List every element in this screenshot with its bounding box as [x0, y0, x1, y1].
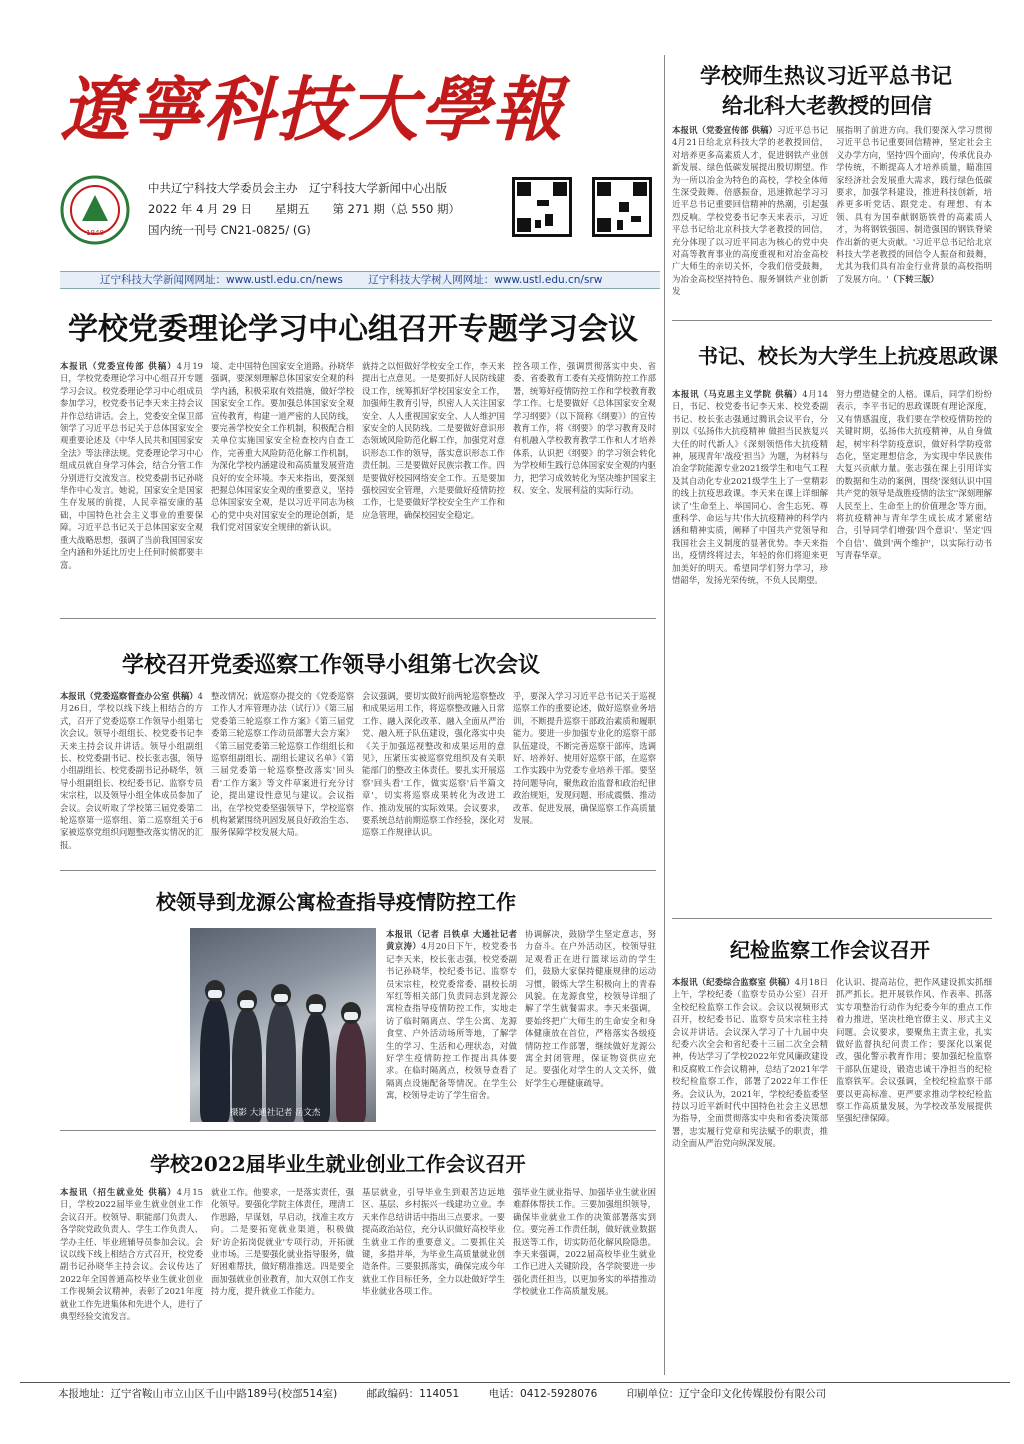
top-right-col-2: 展指明了前进方向。我们要深入学习贯彻习近平总书记重要回信精神，坚定社会主义办学方向，坚持'四个面向'，传承优良办学传统，不断提高人才培养质量，瞄准国家经济社会发展重大需求，践行绿色低碳要求，加强学科建设，推进科技创新，培养更多听党话、跟党走、有理想、有本领、具有为国奉献钢筋铁骨的高素质人才，为将钢铁强国、制造强国的钢铁脊梁作出新的更大贡献。'习近平总书记给北京科技大学老教授的回信令人振奋和鼓舞，尤其为我们具有冶金行业背景的高校指明了发展方向。' — [836, 125, 992, 284]
article-4-col: 4月15日，学校2022届毕业生就业创业工作会议召开。校领导、职能部门负责人、各学院党政负责人、学生工作负责人、学办主任、毕业班辅导员参加会议。会议以线下线上相结合方式召开，校党委副书记孙晓华主持会议。会议传达了2022年全国普通高校毕业生就业创业工作视频会议精神，表彰了2021年度就业工作先进集体和先进个人，进行了典型经验交流发言。 — [60, 1187, 203, 1322]
footer-address: 本报地址：辽宁省鞍山市立山区千山中路189号(校部514室) — [58, 1388, 338, 1400]
qr-code-news — [512, 177, 572, 237]
article-2-col: 整改情况；就巡察办提交的《党委巡察工作人才库管理办法（试行）》《第三届党委第三轮巡察工作方案》《第三届党委第三轮巡察工作动员部署大会方案》《第三届党委第三轮巡察工作组组长和巡察组副组长、副组长建议名单》《第三届党委第一轮巡察整改落实'回头看'工作方案》等文件草案进行充分讨论，提出建设性意见与建议。会议指出，在学校党委坚强领导下，学校巡察机构紧紧围绕巩固发展良好政治生态、服务保障学校发展大局。 — [211, 691, 354, 838]
article-3-col: 协调解决，鼓励学生坚定意志，努力奋斗。在户外活动区，校领导驻足观看正在进行篮球运动的学生们，鼓励大家保持健康规律的运动习惯，锻炼大学生积极向上的青春风貌。在龙源食堂，校领导详细了解了学生就餐需求。李天来强调，要始终把广大师生的生命安全和身体健康放在首位，严格落实各级疫情防控工作部署，继续做好龙源公寓全封闭管理，保证物资供应充足。要强化对学生的人文关怀，做好学生心理健康疏导。 — [525, 929, 656, 1088]
masthead-cn: 国内统一刊号 CN21-0825/ (G) — [148, 223, 311, 237]
article-5-col: 努力塑造健全的人格。课后，同学们纷纷表示，李平书记的思政课既有理论深度，又有情感温度，我们要在学校疫情防控的关键时期，弘扬伟大抗疫精神，从自身做起，树牢科学防疫意识，做好科学防疫常态化，坚定理想信念，为实现中华民族伟大复兴贡献力量。张志强在课上引用详实的数据和生动的案例，围绕'深刻认识中国共产党的领导是战胜疫情的法宝''深刻理解人民至上、生命至上的价值理念'等方面，将抗疫精神与青年学生成长成才紧密结合，引导同学们增强'四个意识'、坚定'四个自信'、做到'两个维护'，以实际行动书写青春华章。 — [836, 389, 992, 561]
article-3-body — [386, 928, 656, 1124]
article-4-col: 强毕业生就业指导、加强毕业生就业困难群体帮扶工作。三要加强组织领导，确保毕业就业工作的决策部署落实到位。要完善工作责任制，做好就业数据报送等工作，切实防范化解风险隐患。李天来强调，2022届高校毕业生就业工作已进入关键阶段，各学院要进一步强化责任担当，以更加务实的举措推动学校就业工作高质量发展。 — [513, 1187, 656, 1297]
article-3-lead: 本报讯（记者 吕铁卓 大通社记者 黄京涛） — [386, 929, 517, 952]
column-divider — [664, 55, 665, 1375]
footer-phone: 电话：0412-5928076 — [488, 1388, 598, 1400]
photo-caption: 摄影 大通社记者 岳文杰 — [230, 1108, 321, 1118]
footer-printer: 印刷单位：辽宁金印文化传媒股份有限公司 — [626, 1388, 827, 1400]
article-4-body — [60, 1186, 656, 1372]
university-logo — [60, 175, 130, 245]
article-1-col: 4月19日，学校党委理论学习中心组召开专题学习会议。校党委理论学习中心组成员参加学习，校党委书记李天来主持会议并作总结讲话。会上，党委安全保卫部领学了习近平总书记关于总体国家安全观重要论述及《中华人民共和国国家安全法》等法律法规。党委理论学习中心组成员就自身学习体会，结合分管工作分别进行交流发言。校党委副书记孙晓华作中心发言。她说，国家安全是国家生存发展的前提，人民幸福安康的基础，中国特色社会主义事业的重要保障。习近平总书记关于总体国家安全观重大战略思想，强调了当前我国国家安全内涵和外延比历史上任何时候都要丰富。 — [60, 361, 203, 570]
article-2-col: 乎，要深入学习习近平总书记关于巡视巡察工作的重要论述，做好巡察业务培训，不断提升巡察干部政治素质和履职能力。要进一步加强专业化的巡察干部队伍建设，不断完善巡察干部库，选调好、培养好、使用好巡察干部，在巡察工作实践中为党委专业培养干部。要坚持问题导向，聚焦政治监督和政治纪律政治规矩，发现问题、形成震慑、推动改革、促进发展，确保巡察工作高质量发展。 — [513, 691, 656, 826]
section-divider — [672, 918, 992, 919]
article-2-col: 4月26日，学校以线下线上相结合的方式，召开了党委巡察工作领导小组第七次会议。领导小组组长、校党委书记李天来主持会议并讲话。领导小组副组长、校党委副书记、校长张志强，领导小组副组长、校党委副书记孙晓华，领导小组副组长、校纪委书记、监察专员宋宗柱，以及领导小组全体成员参加了会议。会议听取了学校第三届党委第二轮巡察第一巡察组、第二巡察组关于6家被巡察党组织问题整改落实情况的汇报。 — [60, 691, 203, 850]
section-divider — [60, 1130, 656, 1131]
masthead-title: 遼寧科技大學報 — [60, 68, 564, 151]
article-6-col: 4月18日上午，学校纪委（监察专员办公室）召开全校纪检监察工作会议。会议以视频形式召开，校纪委书记、监察专员宋宗柱主持会议并讲话。会议深入学习了十九届中央纪委六次全会和省纪委十三届二次全会精神，传达学习了学校2022年党风廉政建设和反腐败工作会议精神，总结了2021年学校纪检监察工作，部署了2022年工作任务。会议认为，2021年，学校纪委监委坚持以习近平新时代中国特色社会主义思想为指导，全面贯彻落实中央和省委决策部署，忠实履行党章和宪法赋予的职责，推动全面从严治党向纵深发展。 — [672, 977, 828, 1149]
article-4-lead: 本报讯（招生就业处 供稿） — [60, 1187, 177, 1197]
footer — [20, 1382, 1010, 1406]
top-right-body — [672, 124, 992, 308]
article-1-col: 控各项工作，强调贯彻落实中央、省委、省委教育工委有关疫情防控工作部署，统筹好疫情防控工作和学校教育教学工作。七是要做好《总体国家安全观学习纲要》（以下简称《纲要》）的宣传教育工作，将《纲要》的学习教育及时有机融入学校教育教学工作和人才培养体系，认识把《纲要》的学习领会转化为学校师生践行总体国家安全观的内驱力，把学习成效转化为坚决维护国家主权、安全、发展利益的实际行动。 — [513, 361, 656, 496]
top-right-col-1: 习近平总书记4月21日给北京科技大学的老教授回信，对培养更多高素质人才，促进钢铁产业创新发展、绿色低碳发展提出殷切期望。作为一所以冶金为特色的高校，学校全体师生深受鼓舞、倍感振奋，迅速掀起学习习近平总书记重要回信精神的热潮，引起强烈反响。学校党委书记李天来表示，习近平总书记给北京科技大学老教授的回信，充分体现了以习近平同志为核心的党中央对高等教育事业的高度重视和对冶金高校广大师生的亲切关怀，令我们倍受鼓舞，为冶金高校坚持特色、服务钢铁产业创新发 — [672, 125, 828, 297]
article-1-lead: 本报讯（党委宣传部 供稿） — [60, 361, 177, 371]
article-5-body — [672, 388, 992, 908]
top-right-lead: 本报讯（党委宣传部 供稿） — [672, 125, 778, 135]
article-2-title: 学校召开党委巡察工作领导小组第七次会议 — [122, 652, 541, 678]
article-5-lead: 本报讯（马克思主义学院 供稿） — [672, 389, 803, 399]
section-divider — [672, 320, 992, 321]
svg-text:1948: 1948 — [86, 229, 104, 237]
masthead-host: 中共辽宁科技大学委员会主办 辽宁科技大学新闻中心出版 — [148, 181, 447, 195]
article-5-col: 4月14日，书记、校党委书记李天来、校党委副书记、校长张志强通过腾讯会议平台，分别以《弘扬伟大抗疫精神 做担当民族复兴大任的时代新人》《深刻领悟伟大抗疫精神，展现青年'战疫'担当》为题，为材料与冶金学院能源专业2021级学生和电气工程及其自动化专业2021级学生上了一堂精彩的线上抗疫思政课。李天来在课上详细解读了'生命至上、举国同心、舍生忘死、尊重科学、命运与共'伟大抗疫精神的科学内涵和精神实质，阐释了中国共产党领导和我国社会主义制度的显著优势。李天来指出，疫情终将过去，年轻的你们将迎来更加美好的明天。希望同学们努力学习，珍惜韶华，发扬光荣传统，不负人民期望。 — [672, 389, 828, 586]
article-4-title: 学校2022届毕业生就业创业工作会议召开 — [150, 1152, 526, 1176]
top-right-title-2: 给北科大老教授的回信 — [722, 93, 932, 118]
article-2-body — [60, 690, 656, 860]
article-6-col: 化认识、提高站位，把作风建设抓实抓细抓严抓长。把开展铁作风、作表率、抓落实专项整治行动作为纪委今年的重点工作着力推进，坚决杜绝官僚主义、形式主义问题。会议要求，要聚焦主责主业，扎实做好监督执纪问责工作；要深化以案促改，强化警示教育作用；要加强纪检监察干部队伍建设，锻造忠诚干净担当的纪检监察铁军。会议强调，全校纪检监察干部要以更高标准、更严要求推动学校纪检监察工作高质量发展，为学校改革发展提供坚强纪律保障。 — [836, 977, 992, 1124]
masthead-issue: 2022 年 4 月 29 日 星期五 第 271 期（总 550 期） — [148, 202, 461, 216]
article-5-title: 书记、校长为大学生上抗疫思政课 — [698, 344, 998, 368]
top-right-continue: （下转三版） — [888, 273, 939, 284]
article-6-lead: 本报讯（纪委综合监察室 供稿） — [672, 977, 795, 987]
news-photo — [190, 928, 376, 1122]
qr-code-srw — [592, 177, 652, 237]
article-1-body — [60, 360, 656, 610]
article-4-col: 就业工作。他要求，一是落实责任，强化领导。要强化学院主体责任，理清工作思路，早谋划，早启动，找准主攻方向。二是要拓宽就业渠道，积极做好'访企拓岗促就业'专项行动，开拓就业市场。三是要强化就业指导服务，做好困难帮扶，做好精准推送。四是要全面加强就业创业教育，加大双创工作支持力度，提升就业工作能力。 — [211, 1187, 354, 1297]
news-url[interactable]: 辽宁科技大学新闻网网址：www.ustl.edu.cn/news — [100, 274, 343, 286]
section-divider — [60, 618, 656, 619]
srw-url[interactable]: 辽宁科技大学树人网网址：www.ustl.edu.cn/srw — [368, 274, 603, 286]
article-3-title: 校领导到龙源公寓检查指导疫情防控工作 — [156, 890, 516, 914]
section-divider — [60, 870, 656, 871]
article-6-title: 纪检监察工作会议召开 — [730, 938, 930, 962]
article-1-title: 学校党委理论学习中心组召开专题学习会议 — [68, 312, 638, 347]
article-2-col: 会议强调，要切实做好前两轮巡察整改和成果运用工作，将巡察整改融入日常工作、融入深化改革、融入全面从严治党、融入班子队伍建设，强化落实中央《关于加强巡视整改和成果运用的意见》，压紧压实被巡察党组织及有关职能部门的整改主体责任。要扎实开展巡察'回头看'工作，做实巡察'后半篇文章'，切实将巡察成果转化为改进工作、推动发展的实际效果。会议要求，要系统总结前期巡察工作经验，深化对巡察工作规律认识。 — [362, 691, 505, 838]
article-2-lead: 本报讯（党委巡察督查办公室 供稿） — [60, 691, 198, 701]
article-4-col: 基层就业，引导毕业生到艰苦边远地区、基层、乡村振兴一线建功立业。李天来作总结讲话中指出三点要求。一要提高政治站位，充分认识做好高校毕业生就业工作的重要意义。二要抓住关键，多措并举，为毕业生高质量就业创造条件。三要狠抓落实，确保完成今年就业工作目标任务，全力以赴做好学生毕业就业各项工作。 — [362, 1187, 505, 1297]
article-6-body — [672, 976, 992, 1372]
article-3-col: 4月20日下午，校党委书记李天来，校长张志强，校党委副书记孙晓华，校纪委书记、监察专员宋宗柱，校党委常委、副校长胡军红等相关部门负责同志到龙源公寓检查指导疫情防控工作，实地走访了临时隔离点、学生公寓、龙源食堂、户外活动场所等地，了解学生的学习、生活和心理状态，对做好学生疫情防控工作提出具体要求。在临时隔离点，校领导查看了隔离点设施配备等情况。在学生公寓，校领导走访了学生宿舍。 — [386, 941, 517, 1101]
footer-postcode: 邮政编码：114051 — [366, 1388, 460, 1400]
top-right-title-1: 学校师生热议习近平总书记 — [700, 63, 952, 88]
article-1-col: 境、走中国特色国家安全道路。孙晓华强调，要深刻理解总体国家安全观的科学内涵，积极采取有效措施，做好学校国家安全工作。要加强总体国家安全观宣传教育，构建一道严密的人民防线，要完善学校安全工作机制，积极配合相关单位实施国家安全检查校内自查工作，完善重大风险防范化解工作机制，为深化学校内涵建设和高质量发展营造良好的安全环境。李天来指出，要深刻把握总体国家安全观的重要意义，坚持总体国家安全观，是以习近平同志为核心的党中央对国家安全的理论创新，是我们党对国家安全规律的新认识。 — [211, 361, 354, 533]
article-1-col: 就持之以恒做好学校安全工作，李天来提出七点意见。一是要抓好人民防线建设工作，统筹抓好学校国家安全工作，加强师生教育引导，织密人人关注国家安全、人人重视国家安全、人人维护国家安全的人民防线。二是要做好意识形态领域风险防范化解工作，加强党对意识形态工作的领导，落实意识形态工作责任制。三是要做好民族宗教工作。四是要做好校园网络安全工作。五是要加强校园安全管理，六是要做好疫情防控工作，七是要做好学校安全生产工作和应急管理，确保校园安全稳定。 — [362, 361, 505, 520]
url-bar — [60, 271, 660, 289]
